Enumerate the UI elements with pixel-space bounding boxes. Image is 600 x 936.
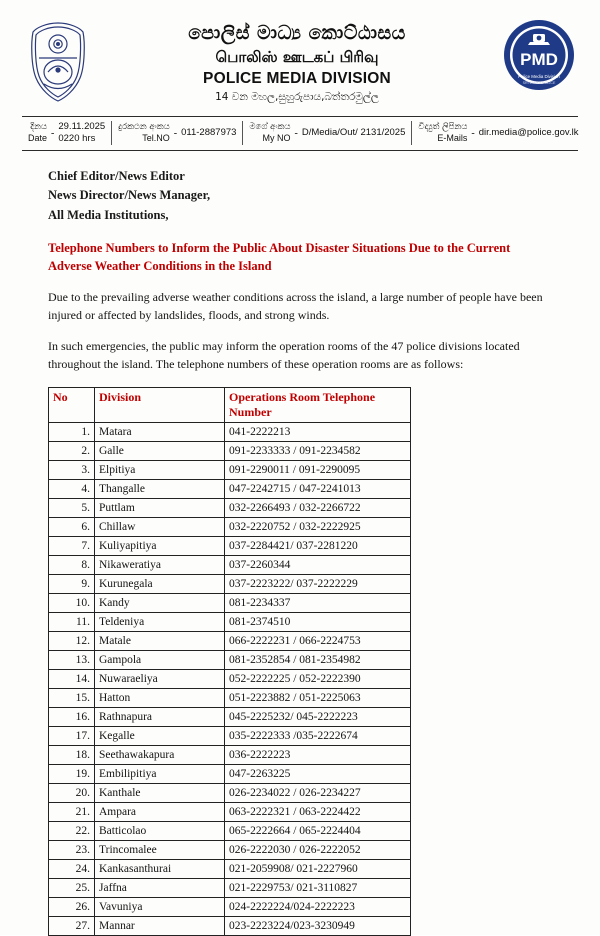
cell-division: Matale — [95, 632, 225, 651]
cell-division: Kegalle — [95, 727, 225, 746]
cell-division: Kuliyapitiya — [95, 537, 225, 556]
cell-no: 4. — [49, 480, 95, 499]
cell-telephone: 032-2220752 / 032-2222925 — [225, 518, 411, 537]
cell-telephone: 024-2222224/024-2222223 — [225, 898, 411, 917]
cell-no: 22. — [49, 822, 95, 841]
cell-division: Ampara — [95, 803, 225, 822]
column-header-telephone: Operations Room Telephone Number — [225, 388, 411, 423]
cell-division: Chillaw — [95, 518, 225, 537]
cell-telephone: 066-2222231 / 066-2224753 — [225, 632, 411, 651]
cell-no: 17. — [49, 727, 95, 746]
table-row — [49, 632, 411, 651]
table-row — [49, 461, 411, 480]
letterhead-address: 14 වන මහල,සුහුරුපාය,බත්තරමුල්ල — [215, 91, 379, 104]
cell-no: 27. — [49, 917, 95, 936]
police-crest-icon — [22, 18, 94, 104]
cell-no: 18. — [49, 746, 95, 765]
cell-division: Kurunegala — [95, 575, 225, 594]
cell-telephone: 091-2290011 / 091-2290095 — [225, 461, 411, 480]
meta-email — [412, 121, 584, 145]
meta-tel-label-si: දුරකථන අංකය — [118, 122, 170, 132]
table-header-row — [49, 388, 411, 423]
addressee-line-1: Chief Editor/News Editor — [48, 169, 185, 183]
svg-text:PMD: PMD — [520, 50, 558, 69]
table-row — [49, 708, 411, 727]
table-row — [49, 689, 411, 708]
cell-telephone: 081-2352854 / 081-2354982 — [225, 651, 411, 670]
meta-email-label-si: විද්‍යුත් ලිපිනය — [418, 122, 468, 132]
title-tamil: பொலிஸ் ஊடகப் பிரிவு — [215, 47, 379, 66]
division-contacts-table — [48, 387, 411, 936]
cell-no: 8. — [49, 556, 95, 575]
cell-division: Nuwaraeliya — [95, 670, 225, 689]
cell-division: Jaffna — [95, 879, 225, 898]
paragraph-2: In such emergencies, the public may inform the operation rooms of the 47 police divisions located throughout the island. The telephone numbers of these operation rooms are as follows: — [48, 339, 520, 372]
table-row — [49, 860, 411, 879]
meta-myno-label-si: මගේ අංකය — [249, 122, 291, 132]
table-row — [49, 765, 411, 784]
cell-no: 26. — [49, 898, 95, 917]
meta-tel-label-en: Tel.NO — [142, 132, 170, 143]
cell-division: Trincomalee — [95, 841, 225, 860]
cell-telephone: 047-2242715 / 047-2241013 — [225, 480, 411, 499]
table-row — [49, 613, 411, 632]
addressee-block — [48, 167, 552, 225]
cell-division: Gampola — [95, 651, 225, 670]
svg-text:Police Media Division: Police Media Division — [518, 74, 560, 79]
table-row — [49, 879, 411, 898]
meta-myno-label-en: My NO — [262, 132, 291, 143]
meta-date-label-si: දිනය — [30, 122, 48, 132]
column-header-no: No — [49, 388, 95, 423]
cell-no: 14. — [49, 670, 95, 689]
table-row — [49, 746, 411, 765]
cell-division: Vavuniya — [95, 898, 225, 917]
svg-text:SRI LANKA POLICE: SRI LANKA POLICE — [522, 81, 556, 85]
cell-no: 24. — [49, 860, 95, 879]
cell-division: Embilipitiya — [95, 765, 225, 784]
table-body — [49, 423, 411, 936]
column-header-division: Division — [95, 388, 225, 423]
letter-body — [22, 151, 578, 936]
table-row — [49, 423, 411, 442]
table-row — [49, 651, 411, 670]
cell-no: 10. — [49, 594, 95, 613]
meta-date-value: 29.11.2025 — [58, 121, 106, 133]
cell-division: Kandy — [95, 594, 225, 613]
cell-telephone: 036-2222223 — [225, 746, 411, 765]
addressee-line-2: News Director/News Manager, — [48, 188, 211, 203]
letterhead-titles — [94, 18, 500, 104]
cell-no: 13. — [49, 651, 95, 670]
table-row — [49, 784, 411, 803]
cell-no: 9. — [49, 575, 95, 594]
cell-telephone: 035-2222333 /035-2222674 — [225, 727, 411, 746]
cell-no: 6. — [49, 518, 95, 537]
cell-division: Hatton — [95, 689, 225, 708]
cell-division: Puttlam — [95, 499, 225, 518]
table-row — [49, 518, 411, 537]
cell-telephone: 026-2234022 / 026-2234227 — [225, 784, 411, 803]
meta-dash: - — [471, 127, 475, 139]
cell-telephone: 026-2222030 / 026-2222052 — [225, 841, 411, 860]
cell-telephone: 045-2225232/ 045-2222223 — [225, 708, 411, 727]
cell-no: 19. — [49, 765, 95, 784]
cell-division: Teldeniya — [95, 613, 225, 632]
cell-telephone: 081-2374510 — [225, 613, 411, 632]
meta-telephone — [112, 121, 243, 145]
cell-division: Galle — [95, 442, 225, 461]
cell-telephone: 023-2223224/023-3230949 — [225, 917, 411, 936]
cell-division: Rathnapura — [95, 708, 225, 727]
cell-no: 25. — [49, 879, 95, 898]
meta-dash: - — [173, 127, 178, 139]
table-row — [49, 442, 411, 461]
meta-tel-value: 011-2887973 — [181, 127, 237, 139]
cell-no: 20. — [49, 784, 95, 803]
cell-division: Batticolao — [95, 822, 225, 841]
cell-telephone: 047-2263225 — [225, 765, 411, 784]
cell-no: 3. — [49, 461, 95, 480]
title-sinhala: පොලිස් මාධ්‍ය කොට්ඨාසය — [188, 22, 406, 44]
cell-no: 11. — [49, 613, 95, 632]
meta-email-value[interactable]: dir.media@police.gov.lk — [478, 127, 579, 139]
pmd-logo — [500, 18, 578, 92]
cell-division: Kankasanthurai — [95, 860, 225, 879]
table-row — [49, 917, 411, 936]
meta-myno-value: D/Media/Out/ 2131/2025 — [301, 127, 406, 139]
cell-division: Seethawakapura — [95, 746, 225, 765]
cell-no: 15. — [49, 689, 95, 708]
cell-division: Kanthale — [95, 784, 225, 803]
meta-date — [22, 121, 112, 145]
table-row — [49, 898, 411, 917]
table-row — [49, 499, 411, 518]
addressee-line-3: All Media Institutions, — [48, 207, 169, 222]
letterhead — [22, 14, 578, 110]
paragraph-1: Due to the prevailing adverse weather conditions across the island, a large number of people have been injured or affected by landslides, floods, and strong winds. — [48, 290, 543, 323]
cell-division: Mannar — [95, 917, 225, 936]
meta-my-number — [243, 121, 412, 145]
table-row — [49, 803, 411, 822]
table-row — [49, 575, 411, 594]
title-english: POLICE MEDIA DIVISION — [203, 70, 391, 88]
cell-no: 5. — [49, 499, 95, 518]
cell-telephone: 032-2266493 / 032-2266722 — [225, 499, 411, 518]
cell-division: Nikaweratiya — [95, 556, 225, 575]
table-row — [49, 556, 411, 575]
cell-telephone: 052-2222225 / 052-2222390 — [225, 670, 411, 689]
cell-no: 21. — [49, 803, 95, 822]
cell-telephone: 021-2229753/ 021-3110827 — [225, 879, 411, 898]
cell-telephone: 091-2233333 / 091-2234582 — [225, 442, 411, 461]
cell-no: 1. — [49, 423, 95, 442]
cell-division: Matara — [95, 423, 225, 442]
meta-dash: - — [294, 127, 298, 139]
cell-no: 12. — [49, 632, 95, 651]
meta-dash: - — [51, 127, 55, 139]
cell-no: 7. — [49, 537, 95, 556]
cell-telephone: 037-2260344 — [225, 556, 411, 575]
table-row — [49, 670, 411, 689]
table-row — [49, 537, 411, 556]
subject-heading: Telephone Numbers to Inform the Public About Disaster Situations Due to the Current Adverse Weather Conditions in the Island — [48, 241, 511, 274]
cell-telephone: 037-2223222/ 037-2222229 — [225, 575, 411, 594]
meta-date-label-en: Date — [28, 132, 48, 143]
table-row — [49, 841, 411, 860]
cell-division: Elpitiya — [95, 461, 225, 480]
cell-telephone: 051-2223882 / 051-2225063 — [225, 689, 411, 708]
letter-meta-bar — [22, 117, 578, 151]
table-row — [49, 594, 411, 613]
meta-email-label-en: E-Mails — [437, 132, 468, 143]
table-row — [49, 727, 411, 746]
cell-telephone: 041-2222213 — [225, 423, 411, 442]
cell-telephone: 037-2284421/ 037-2281220 — [225, 537, 411, 556]
cell-no: 16. — [49, 708, 95, 727]
cell-division: Thangalle — [95, 480, 225, 499]
table-row — [49, 480, 411, 499]
cell-no: 23. — [49, 841, 95, 860]
cell-telephone: 063-2222321 / 063-2224422 — [225, 803, 411, 822]
table-row — [49, 822, 411, 841]
cell-telephone: 081-2234337 — [225, 594, 411, 613]
cell-telephone: 021-2059908/ 021-2227960 — [225, 860, 411, 879]
cell-telephone: 065-2222664 / 065-2224404 — [225, 822, 411, 841]
cell-no: 2. — [49, 442, 95, 461]
meta-time-value: 0220 hrs — [58, 133, 96, 145]
